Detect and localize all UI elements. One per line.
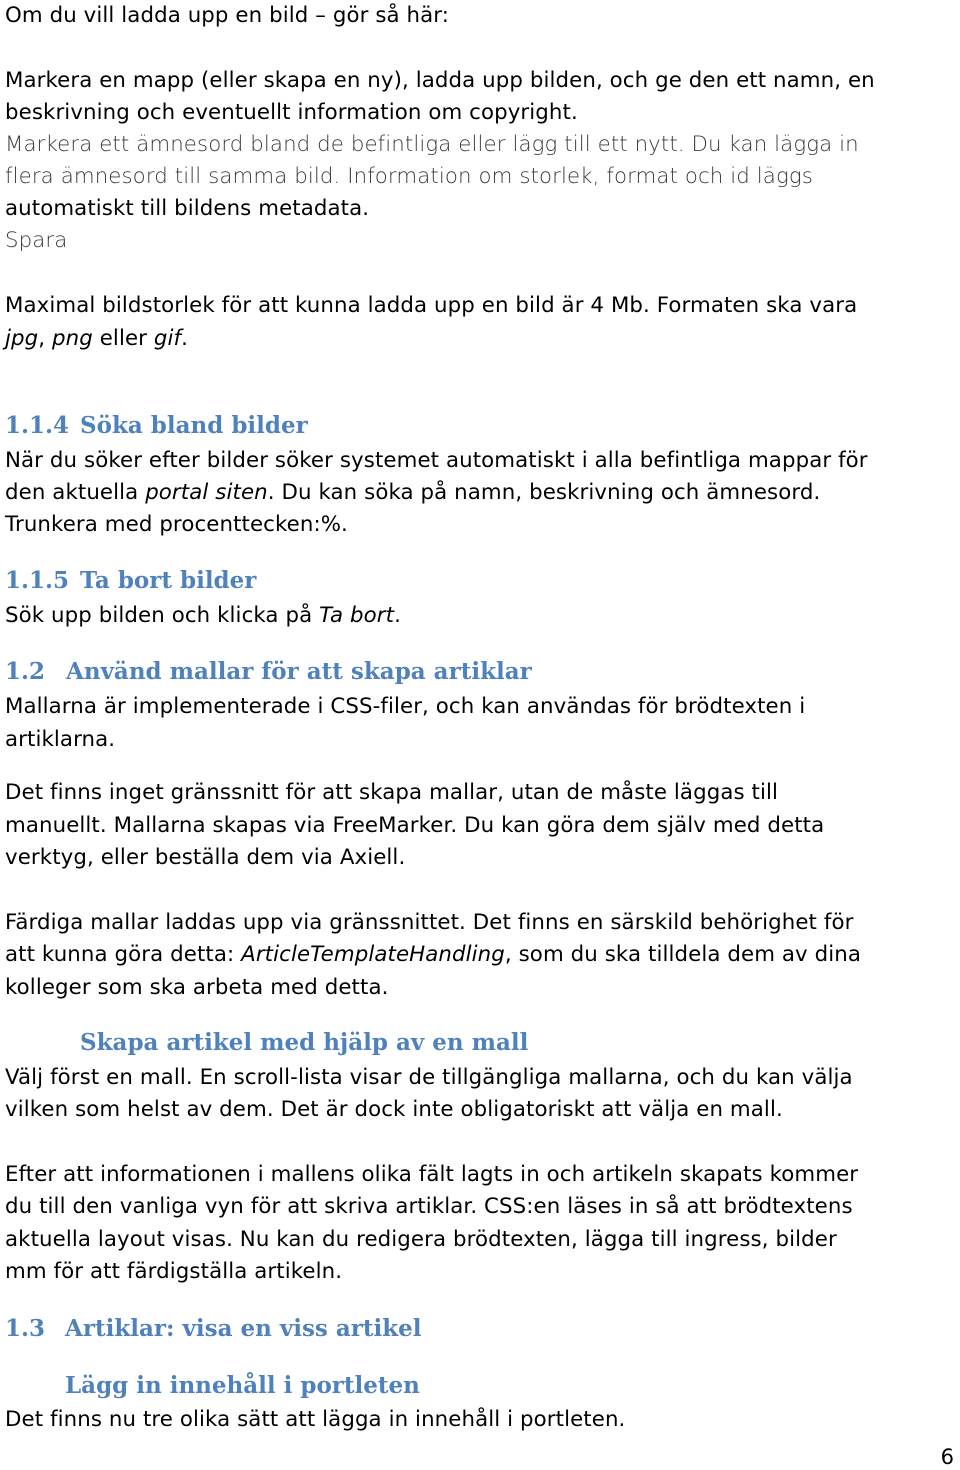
format-jpg: jpg xyxy=(5,326,39,351)
format-or: eller xyxy=(92,326,154,351)
text-run: den aktuella xyxy=(5,480,146,505)
section-text-line: Mallarna är implementerade i CSS-filer, och kan användas för brödtexten i xyxy=(5,694,806,719)
heading-number: 1.1.4 xyxy=(5,412,70,439)
format-period: . xyxy=(181,326,189,351)
text-run: . xyxy=(394,603,401,628)
heading-title: Använd mallar för att skapa artiklar xyxy=(66,658,532,685)
text-run: . Du kan söka på namn, beskrivning och ämnesord. xyxy=(267,480,821,505)
heading-1-2 xyxy=(5,658,532,686)
format-separator: , xyxy=(38,326,53,351)
text-run: att kunna göra detta: xyxy=(5,942,242,967)
italic-term: ArticleTemplateHandling xyxy=(241,942,505,967)
section-text-line: Färdiga mallar laddas upp via gränssnittet. Det finns en särskild behörighet för xyxy=(5,910,854,935)
upload-text-line: automatiskt till bildens metadata. xyxy=(5,196,370,221)
upload-text-line: beskrivning och eventuellt information om copyright. xyxy=(5,100,578,125)
page-number: 6 xyxy=(940,1445,954,1469)
section-text-line: vilken som helst av dem. Det är dock inte obligatoriskt att välja en mall. xyxy=(5,1097,783,1122)
section-text-line xyxy=(5,604,401,628)
upload-text-line: flera ämnesord till samma bild. Information om storlek, format och id läggs xyxy=(5,164,813,189)
section-text-line: Det finns inget gränssnitt för att skapa mallar, utan de måste läggas till xyxy=(5,780,779,805)
heading-number: 1.1.5 xyxy=(5,567,70,594)
format-gif: gif xyxy=(153,326,182,351)
section-text-line: manuellt. Mallarna skapas via FreeMarker. Du kan göra dem själv med detta xyxy=(5,813,825,838)
heading-number: 1.3 xyxy=(5,1315,46,1342)
upload-text-line: Markera en mapp (eller skapa en ny), ladda upp bilden, och ge den ett namn, en xyxy=(5,68,875,93)
section-text-line xyxy=(5,481,820,505)
heading-1-1-5 xyxy=(5,567,256,595)
heading-title: Söka bland bilder xyxy=(80,412,308,439)
heading-create-article: Skapa artikel med hjälp av en mall xyxy=(80,1029,529,1056)
section-text-line: du till den vanliga vyn för att skriva artiklar. CSS:en läses in så att brödtextens xyxy=(5,1194,853,1219)
heading-title: Ta bort bilder xyxy=(80,567,257,594)
section-text-line: Trunkera med procenttecken:%. xyxy=(5,512,348,537)
format-png: png xyxy=(52,326,93,351)
section-text-line: artiklarna. xyxy=(5,727,116,752)
section-text-line: Efter att informationen i mallens olika fält lagts in och artikeln skapats kommer xyxy=(5,1162,859,1187)
heading-title: Artiklar: visa en viss artikel xyxy=(65,1315,422,1342)
heading-1-3 xyxy=(5,1315,422,1343)
section-text-line: Välj först en mall. En scroll-lista visar de tillgängliga mallarna, och du kan välja xyxy=(5,1065,853,1090)
section-text-line xyxy=(5,943,861,967)
heading-portlet: Lägg in innehåll i portleten xyxy=(65,1372,420,1399)
section-text-line: När du söker efter bilder söker systemet automatiskt i alla befintliga mappar för xyxy=(5,448,868,473)
upload-text-line: Markera ett ämnesord bland de befintliga eller lägg till ett nytt. Du kan lägga in xyxy=(5,132,859,157)
section-text-line: verktyg, eller beställa dem via Axiell. xyxy=(5,845,406,870)
text-run: Sök upp bilden och klicka på xyxy=(5,603,320,628)
text-run: , som du ska tilldela dem av dina xyxy=(504,942,862,967)
heading-number: 1.2 xyxy=(5,658,46,685)
section-text-line: aktuella layout visas. Nu kan du redigera brödtexten, lägga till ingress, bilder xyxy=(5,1227,837,1252)
section-text-line: mm för att färdigställa artikeln. xyxy=(5,1259,343,1284)
upload-save-line: Spara xyxy=(5,228,68,253)
upload-intro: Om du vill ladda upp en bild – gör så här: xyxy=(5,3,450,28)
italic-term: portal siten xyxy=(145,480,268,505)
upload-formats-line xyxy=(5,327,188,351)
upload-limit-line: Maximal bildstorlek för att kunna ladda upp en bild är 4 Mb. Formaten ska vara xyxy=(5,293,858,318)
section-text-line: kolleger som ska arbeta med detta. xyxy=(5,975,389,1000)
heading-1-1-4 xyxy=(5,412,308,440)
section-text-line: Det finns nu tre olika sätt att lägga in innehåll i portleten. xyxy=(5,1407,626,1432)
italic-term: Ta bort xyxy=(319,603,395,628)
